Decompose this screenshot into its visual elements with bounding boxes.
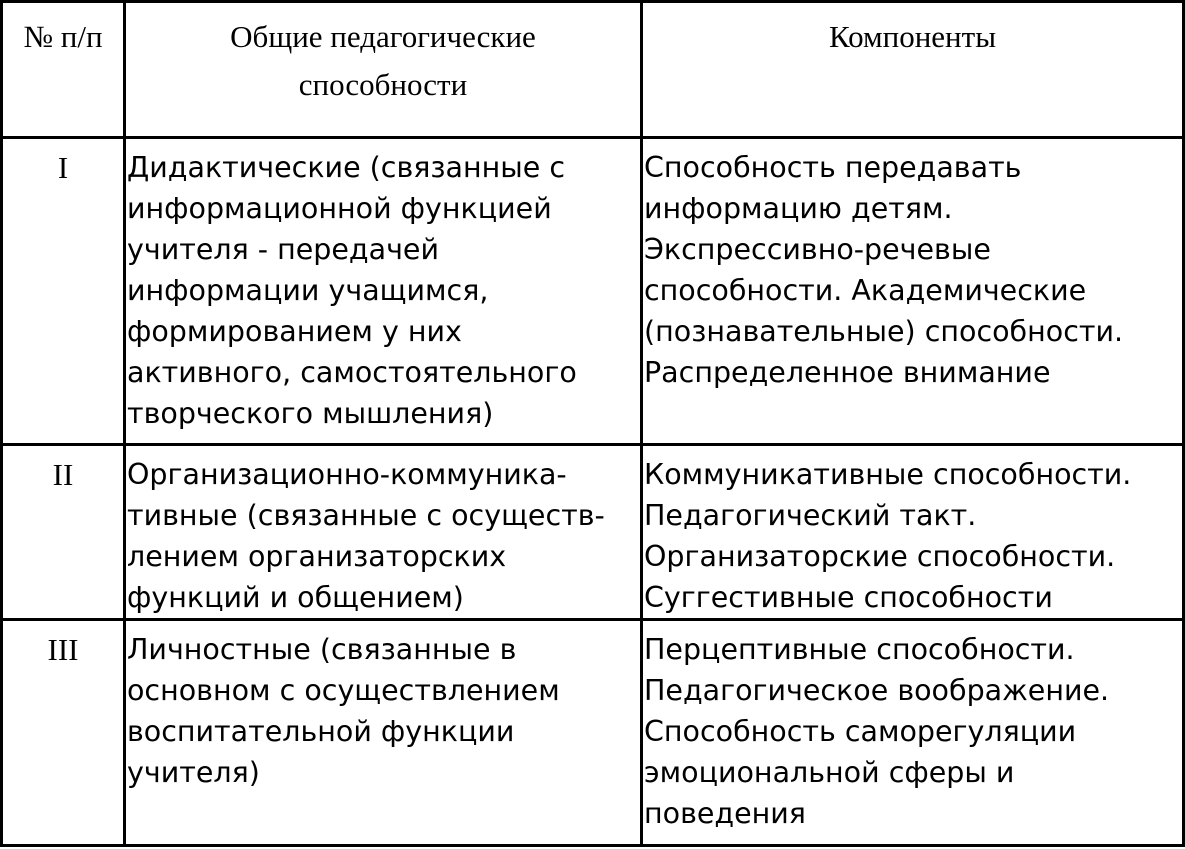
row-number: III: [2, 620, 125, 846]
row-components: Коммуникативные способности. Педагогический такт. Организаторские способности. Суггестивные способности: [642, 445, 1184, 620]
header-number: № п/п: [2, 2, 125, 138]
header-components: Компоненты: [642, 2, 1184, 138]
table-header-row: [2, 2, 1184, 138]
row-number: I: [2, 138, 125, 445]
row-general-abilities: Дидактические (связанные с информационной функцией учителя - передачей информации учащимся, формированием у них активного, самостоятельного творческого мышления): [125, 138, 642, 445]
table-row: [2, 620, 1184, 846]
row-components: Способность передавать информацию детям. Экспрессивно-речевые способности. Академические (познавательные) способности. Распределенное внимание: [642, 138, 1184, 445]
row-number: II: [2, 445, 125, 620]
header-general-abilities: Общие педагогические способности: [125, 2, 642, 138]
table-row: [2, 445, 1184, 620]
table-row: [2, 138, 1184, 445]
row-general-abilities: Личностные (связанные в основном с осуществлением воспитательной функции учителя): [125, 620, 642, 846]
row-components: Перцептивные способности. Педагогическое воображение. Способность саморегуляции эмоциональной сферы и поведения: [642, 620, 1184, 846]
row-general-abilities: Организационно-коммуника- тивные (связанные с осуществ- лением организаторских функций и общением): [125, 445, 642, 620]
